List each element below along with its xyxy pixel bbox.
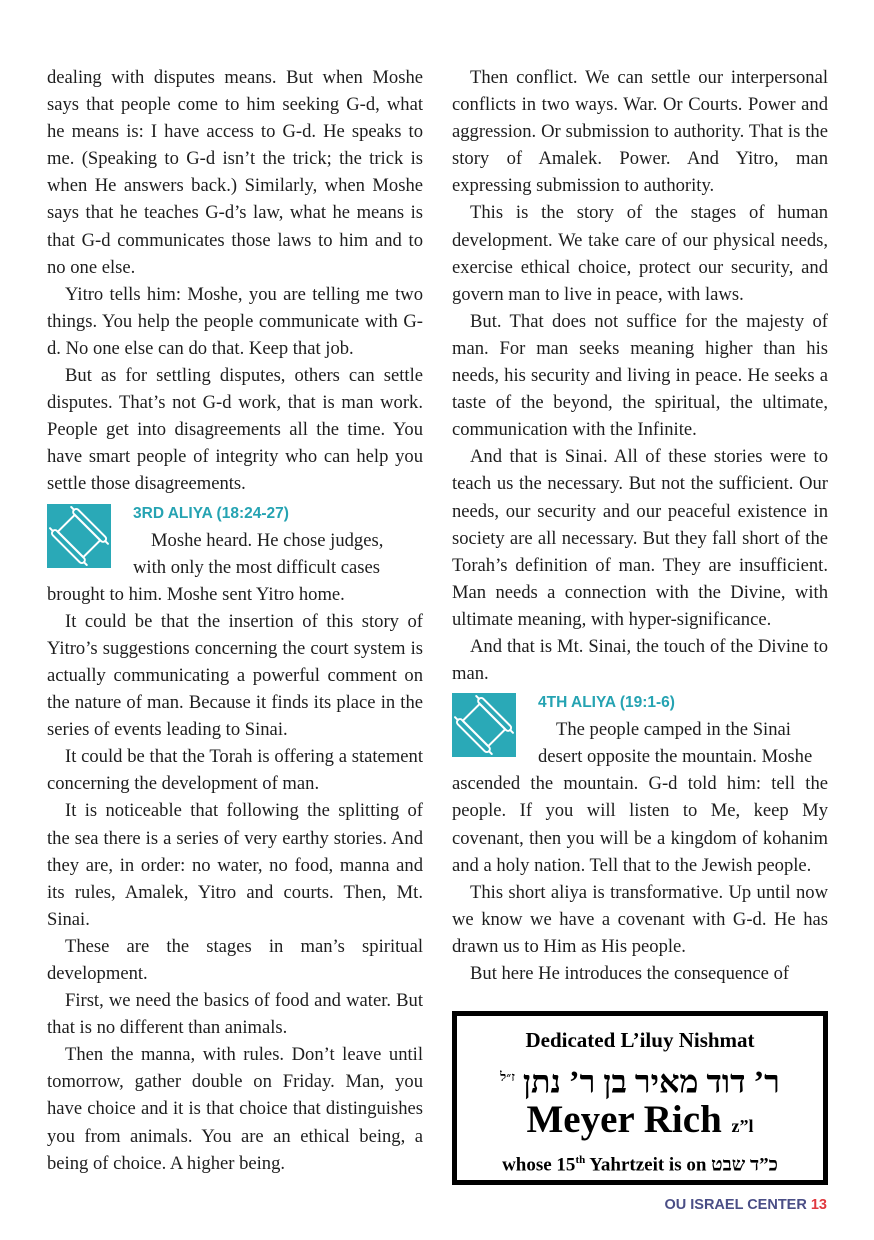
aliya-text: brought to him. Moshe sent Yitro home. xyxy=(47,583,345,605)
aliya-heading: 4TH ALIYA (19:1-6) xyxy=(538,694,675,712)
page-footer xyxy=(664,1197,827,1213)
paragraph: Then conflict. We can settle our interpersonal conflicts in two ways. War. Or Courts. Power and aggression. Or submission to authority. That is the story of Amalek. Power. And Yitro, man expressing submission to authority. xyxy=(452,67,828,197)
paragraph: It could be that the Torah is offering a statement concerning the development of man. xyxy=(47,746,423,795)
english-name: Meyer Rich xyxy=(526,1097,722,1141)
dedication-box xyxy=(452,1011,828,1185)
yahrtzeit-mid: Yahrtzeit is on xyxy=(585,1153,712,1175)
paragraph: First, we need the basics of food and water. But that is no different than animals. xyxy=(47,990,423,1039)
paragraph: This short aliya is transformative. Up until now we know we have a covenant with G-d. He has drawn us to Him as His people. xyxy=(452,881,828,957)
left-column xyxy=(47,64,423,1177)
paragraph: Then the manna, with rules. Don’t leave until tomorrow, gather double on Friday. Man, you have choice and it is that choice that distinguishes you from animals. You are an ethical being, a being of choice. A higher being. xyxy=(47,1044,423,1174)
dedication-hebrew-name xyxy=(457,1059,823,1100)
paragraph: dealing with disputes means. But when Moshe says that people come to him seeking G-d, what he means is: I have access to G-d. He speaks to me. (Speaking to G-d isn’t the trick; the trick is when He answers back.) Similarly, when Moshe says that he teaches G-d’s law, what he means is that G-d communicates those laws to him and to no one else. xyxy=(47,67,423,278)
paragraph: But. That does not suffice for the majesty of man. For man seeks meaning higher than his needs, his security and living in peace. He seeks a taste of the beyond, the spiritual, the ultimate, communication with the Infinite. xyxy=(452,310,828,441)
dedication-title: Dedicated L’iluy Nishmat xyxy=(525,1028,755,1052)
aliya-text-line: The people camped in the Sinai xyxy=(556,719,791,741)
paragraph: And that is Sinai. All of these stories were to teach us the necessary. But not the sufficient. Our needs, our security and our peaceful existence in society are all necessary. But they fall short of the Torah’s definition of man. They are insufficient. Man needs a connection with the Divine, with ultimate meaning, with hyper-significance. xyxy=(452,446,828,630)
dedication-english-name xyxy=(457,1097,823,1146)
footer-label: OU ISRAEL CENTER xyxy=(664,1197,807,1213)
paragraph: It is noticeable that following the splitting of the sea there is a series of very earthy stories. And they are, in order: no water, no food, manna and its rules, Amalek, Yitro and courts. Then, Mt. Sinai. xyxy=(47,800,423,930)
paragraph: These are the stages in man’s spiritual development. xyxy=(47,935,423,984)
torah-scroll-icon xyxy=(452,693,516,757)
hebrew-suffix: ז״ל xyxy=(500,1069,515,1084)
aliya-section-3 xyxy=(47,500,423,608)
aliya-text-line: desert opposite the mountain. Moshe xyxy=(538,746,813,768)
paragraph: This is the story of the stages of human development. We take care of our physical needs, exercise ethical choice, protect our security, and govern man to live in peace, with laws. xyxy=(452,202,828,305)
hebrew-name: ר’ דוד מאיר בן ר’ נתן xyxy=(522,1063,780,1100)
paragraph: But here He introduces the consequence of xyxy=(470,963,790,984)
paragraph: And that is Mt. Sinai, the touch of the Divine to man. xyxy=(452,635,828,685)
aliya-heading: 3RD ALIYA (18:24-27) xyxy=(133,504,289,522)
torah-scroll-icon xyxy=(47,504,111,568)
paragraph: Yitro tells him: Moshe, you are telling me two things. You help the people communicate with G-d. No one else can do that. Keep that job. xyxy=(47,283,423,359)
aliya-text-line: with only the most difficult cases xyxy=(133,556,381,578)
aliya-section-4 xyxy=(452,689,828,879)
paragraph: It could be that the insertion of this story of Yitro’s suggestions concerning the court system is actually communicating a powerful comment on the nature of man. Because it finds its place in the series of events leading to Sinai. xyxy=(47,610,423,741)
yahrtzeit-date: כ”ד שבט xyxy=(711,1153,778,1175)
english-suffix: z”l xyxy=(731,1115,754,1136)
right-column xyxy=(452,64,828,987)
page-number: 13 xyxy=(810,1197,827,1213)
dedication-yahrtzeit xyxy=(457,1154,823,1176)
yahrtzeit-ordinal: th xyxy=(575,1153,586,1166)
yahrtzeit-prefix: whose 15 xyxy=(502,1153,576,1175)
aliya-text: ascended the mountain. G-d told him: tell the people. If you will listen to Me, keep My covenant, then you will be a kingdom of kohanim and a holy nation. Tell that to the Jewish people. xyxy=(452,773,828,876)
paragraph: But as for settling disputes, others can settle disputes. That’s not G-d work, that is man work. People get into disagreements all the time. You have smart people of integrity who can help you settle those disagreements. xyxy=(47,365,423,495)
aliya-text-line: Moshe heard. He chose judges, xyxy=(151,529,384,551)
